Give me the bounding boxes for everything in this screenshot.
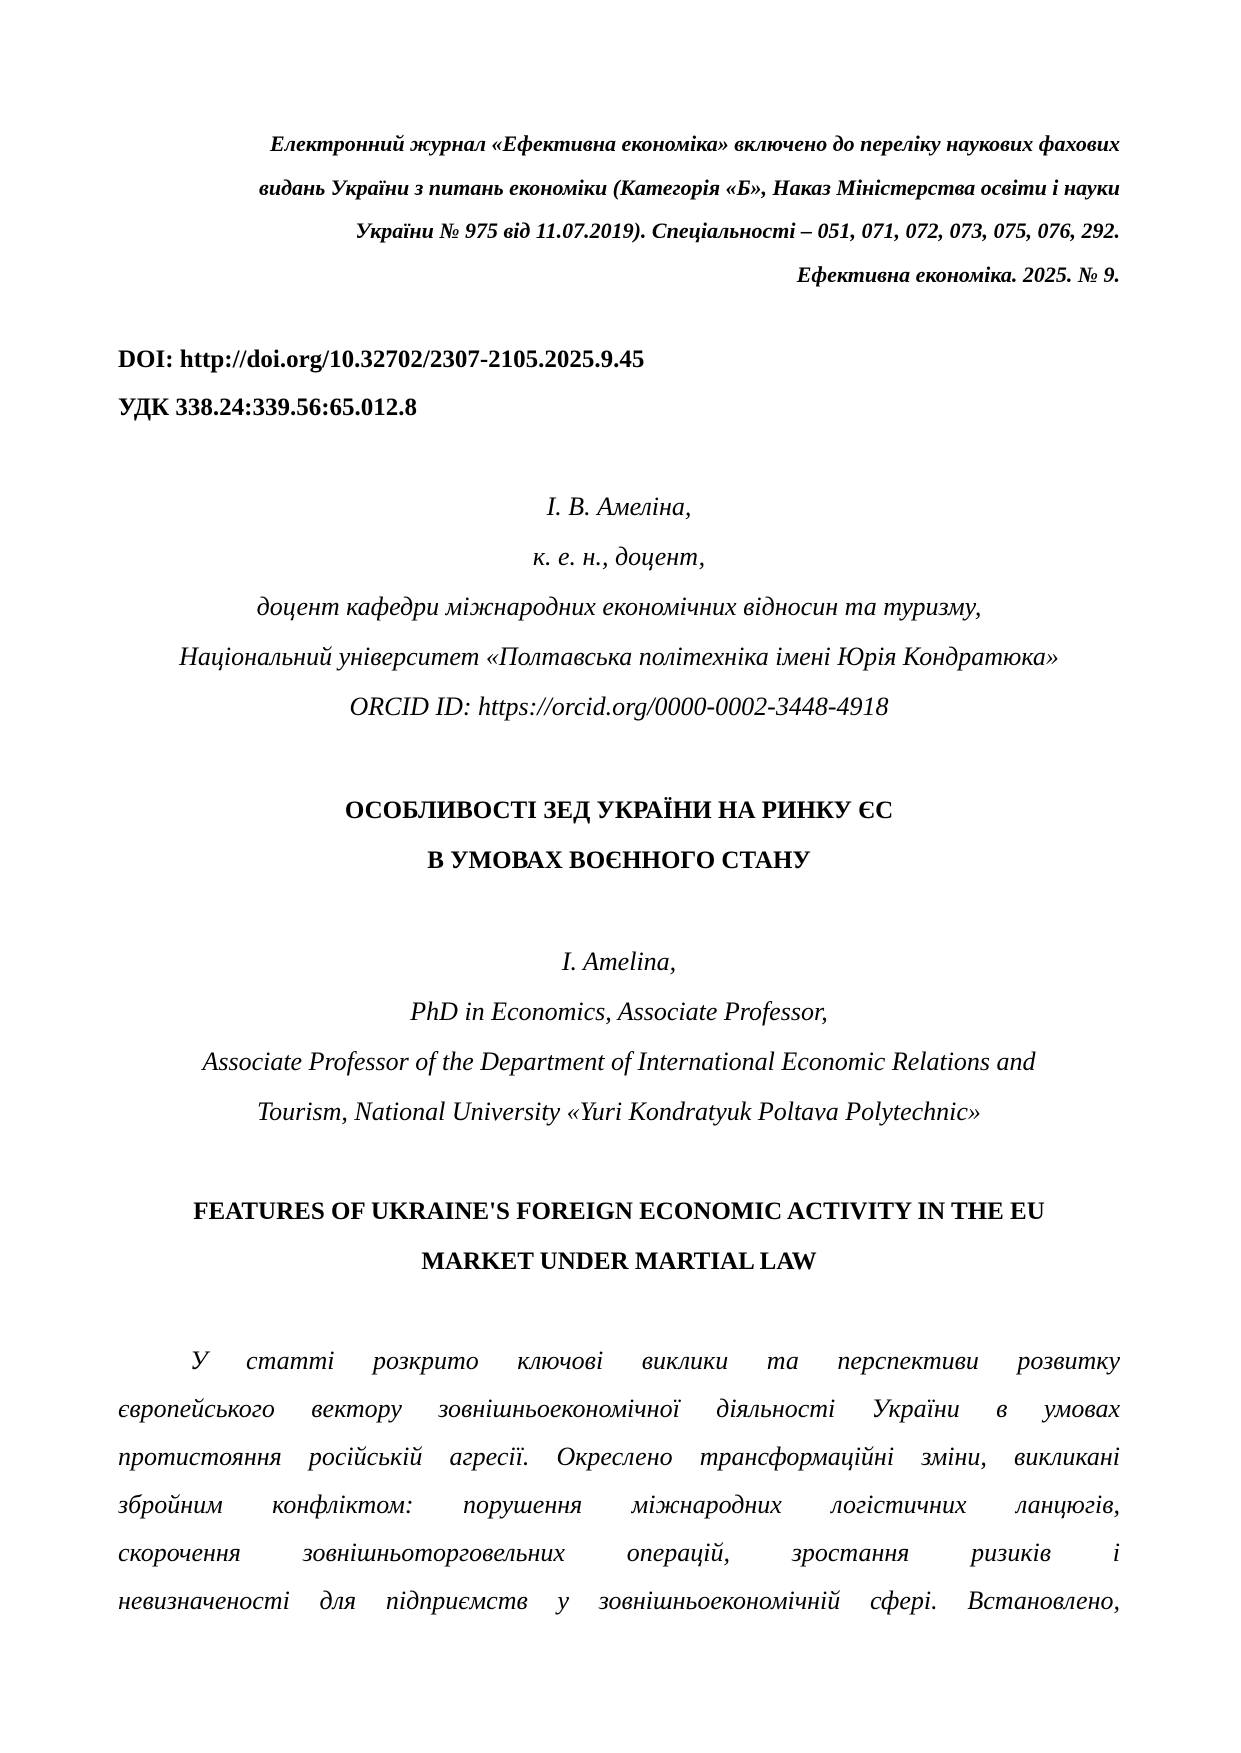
author-position: Associate Professor of the Department of International Economic Relations and [202, 1047, 1036, 1076]
header-line: Ефективна економіка. 2025. № 9. [796, 261, 1120, 287]
article-title-en [118, 1187, 1120, 1287]
article-identifiers [118, 336, 1120, 432]
abstract-line: протистояння російській агресії. Окреслено трансформаційні зміни, викликані [118, 1442, 1120, 1471]
article-title-uk [118, 786, 1120, 886]
author-affiliation: Національний університет «Полтавська політехніка імені Юрія Кондратюка» [179, 642, 1059, 671]
author-position: доцент кафедри міжнародних економічних відносин та туризму, [256, 592, 982, 621]
title-line: MARKET UNDER MARTIAL LAW [421, 1248, 817, 1275]
abstract [118, 1337, 1120, 1625]
doi-link[interactable]: DOI: http://doi.org/10.32702/2307-2105.2025.9.45 [118, 346, 645, 373]
title-line: ОСОБЛИВОСТІ ЗЕД УКРАЇНИ НА РИНКУ ЄС [344, 797, 894, 824]
title-line: В УМОВАХ ВОЄННОГО СТАНУ [427, 847, 811, 874]
author-orcid[interactable]: ORCID ID: https://orcid.org/0000-0002-3448-4918 [349, 692, 889, 721]
author-name: I. Amelina, [561, 947, 677, 976]
author-info-uk [118, 482, 1120, 732]
author-info-en [118, 937, 1120, 1137]
abstract-line: невизначеності для підприємств у зовнішньоекономічній сфері. Встановлено, [118, 1586, 1120, 1615]
author-degree: PhD in Economics, Associate Professor, [410, 997, 828, 1026]
author-degree: к. е. н., доцент, [532, 542, 706, 571]
header-line: видань України з питань економіки (Категорія «Б», Наказ Міністерства освіти і науки [259, 174, 1120, 200]
abstract-line: збройним конфліктом: порушення міжнародних логістичних ланцюгів, [118, 1490, 1120, 1519]
title-line: FEATURES OF UKRAINE'S FOREIGN ECONOMIC ACTIVITY IN THE EU [193, 1198, 1045, 1225]
abstract-line: європейського вектору зовнішньоекономічної діяльності України в умовах [118, 1394, 1120, 1423]
author-name: І. В. Амеліна, [546, 492, 692, 521]
abstract-line: У статті розкрито ключові виклики та перспективи розвитку [190, 1346, 1120, 1375]
header-line: Електронний журнал «Ефективна економіка» включено до переліку наукових фахових [270, 131, 1120, 156]
author-affiliation: Tourism, National University «Yuri Kondratyuk Poltava Polytechnic» [257, 1097, 981, 1126]
udc-code: УДК 338.24:339.56:65.012.8 [118, 394, 418, 421]
header-line: України № 975 від 11.07.2019). Спеціальності – 051, 071, 072, 073, 075, 076, 292. [355, 218, 1120, 243]
journal-header [118, 122, 1120, 296]
abstract-line: скорочення зовнішньоторговельних операцій, зростання ризиків і [118, 1538, 1120, 1567]
